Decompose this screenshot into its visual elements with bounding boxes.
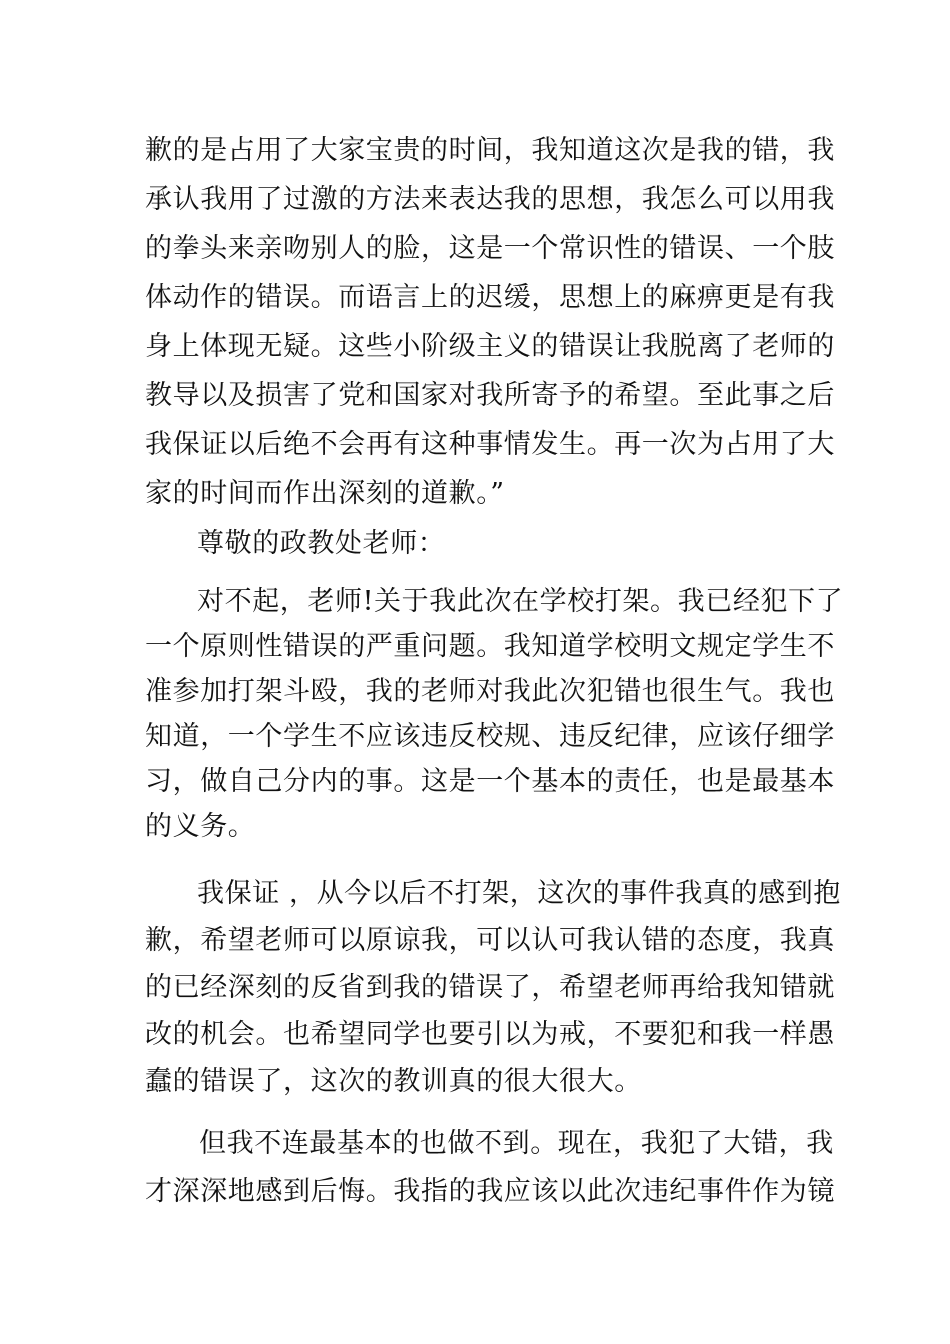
paragraph-line: 习，做自己分内的事。这是一个基本的责任，也是最基本 (145, 766, 835, 797)
paragraph-line: 但我不连最基本的也做不到。现在，我犯了大错，我 (199, 1128, 834, 1159)
paragraph-line: 蠢的错误了，这次的教训真的很大很大。 (145, 1066, 642, 1097)
paragraph-line: 的已经深刻的反省到我的错误了，希望老师再给我知错就 (145, 972, 835, 1003)
paragraph-line: 身上体现无疑。这些小阶级主义的错误让我脱离了老师的 (145, 331, 835, 362)
paragraph-line: 一个原则性错误的严重问题。我知道学校明文规定学生不 (145, 631, 835, 662)
paragraph-line: 教导以及损害了党和国家对我所寄予的希望。至此事之后 (145, 380, 835, 411)
paragraph-line: 承认我用了过激的方法来表达我的思想，我怎么可以用我 (145, 184, 835, 215)
paragraph-line: 歉的是占用了大家宝贵的时间，我知道这次是我的错，我 (145, 135, 835, 166)
paragraph-line: 歉，希望老师可以原谅我，可以认可我认错的态度，我真 (145, 925, 835, 956)
paragraph-line: 家的时间而作出深刻的道歉。” (145, 478, 505, 509)
paragraph-line: 我保证 ，从今以后不打架，这次的事件我真的感到抱 (197, 878, 841, 909)
paragraph-line: 才深深地感到后悔。我指的我应该以此次违纪事件作为镜 (145, 1176, 835, 1207)
paragraph-line: 的拳头来亲吻别人的脸，这是一个常识性的错误、一个肢 (145, 233, 835, 264)
paragraph-line: 我保证以后绝不会再有这种事情发生。再一次为占用了大 (145, 429, 835, 460)
paragraph-line: 对不起，老师!关于我此次在学校打架。我已经犯下了 (197, 586, 844, 617)
salutation: 尊敬的政教处老师： (197, 528, 446, 559)
paragraph-line: 体动作的错误。而语言上的迟缓，思想上的麻痹更是有我 (145, 282, 835, 313)
paragraph-line: 知道，一个学生不应该违反校规、违反纪律，应该仔细学 (145, 721, 835, 752)
paragraph-line: 改的机会。也希望同学也要引以为戒，不要犯和我一样愚 (145, 1019, 835, 1050)
paragraph-line: 准参加打架斗殴，我的老师对我此次犯错也很生气。我也 (145, 676, 835, 707)
paragraph-line: 的义务。 (145, 811, 256, 842)
